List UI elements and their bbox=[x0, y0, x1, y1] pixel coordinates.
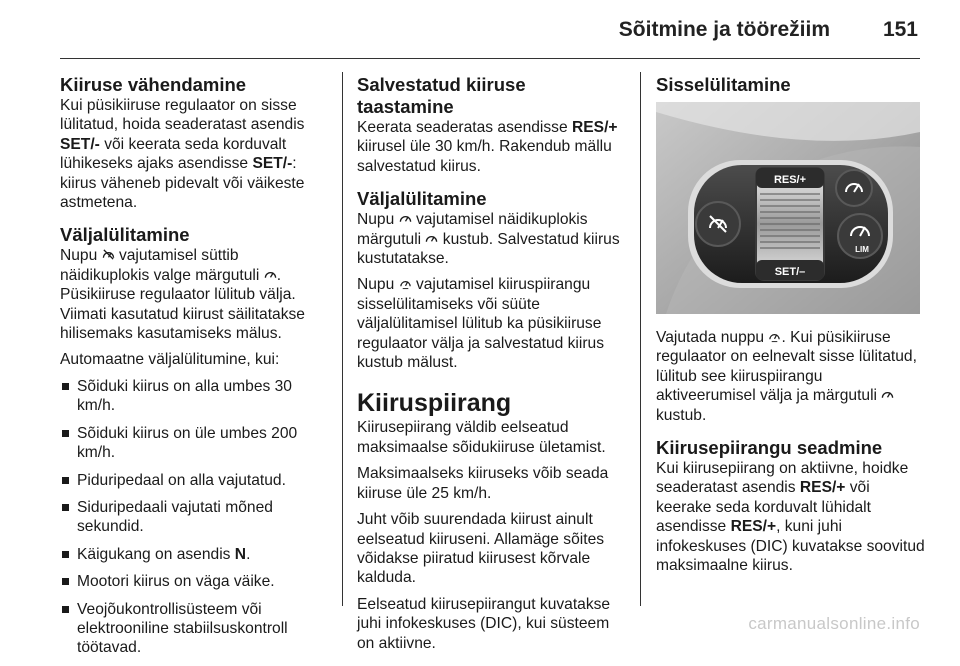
list-item: Veojõukontrollisüsteem või elektrooniline stabiilsuskontroll töötavad. bbox=[60, 600, 328, 658]
paragraph-activation: Vajutada nuppu . Kui püsikiiruse regulaator on eelnevalt sisse lülitatud, lülitub see kiiruspiirangu aktiveerumisel välja ja märgutuli kustub. bbox=[656, 329, 917, 424]
heading-deactivation: Väljalülitamine bbox=[60, 224, 190, 246]
cruise-cancel-icon bbox=[102, 248, 115, 261]
heading-activation: Sisselülitamine bbox=[656, 74, 791, 95]
paragraph-limiter-4: Eelseatud kiirusepiirangut kuvatakse juhi infokeskuses (DIC), kui süsteem on aktiivne. bbox=[357, 595, 611, 652]
paragraph-limiter-2: Maksimaalseks kiiruseks võib seada kiiruse üle 25 km/h. bbox=[357, 465, 609, 502]
steering-wheel-controls-figure bbox=[656, 102, 920, 314]
heading-speed-decrease: Kiiruse vähendamine bbox=[60, 74, 247, 95]
page-header bbox=[60, 0, 920, 59]
cruise-control-icon bbox=[881, 388, 894, 401]
heading-deactivation: Väljalülitamine bbox=[357, 188, 487, 210]
column-middle bbox=[357, 74, 625, 653]
column-divider bbox=[640, 72, 641, 606]
heading-speed-limiter: Kiiruspiirang bbox=[357, 389, 512, 418]
paragraph-speed-decrease: Kui püsikiiruse regulaator on sisse lülitatud, hoida seaderatast asendis SET/- või keerata seda korduvalt lühikeseks ajaks asendisse SET/-: kiirus väheneb pidevalt või väikeste astmetena. bbox=[60, 97, 305, 212]
column-left bbox=[60, 74, 328, 666]
heading-resume-speed: Salvestatud kiiruse taastamine bbox=[357, 74, 526, 117]
page-number: 151 bbox=[882, 18, 918, 41]
list-item: Käigukang on asendis N. bbox=[60, 545, 328, 564]
paragraph-deactivation-2: Nupu vajutamisel kiiruspiirangu sisselülitamiseks või süüte väljalülitamisel lülitub ka püsikiiruse regulaator välja ja salvestatud kiirus kustub mälust. bbox=[357, 276, 605, 372]
heading-limiter-setting: Kiirusepiirangu seadmine bbox=[656, 437, 883, 459]
cruise-control-icon bbox=[264, 268, 277, 281]
paragraph-limiter-3: Juht võib suurendada kiirust ainult eelseatud kiiruseni. Allamäge sõites võidakse piiratud kiirusest kõrvale kalduda. bbox=[357, 511, 605, 587]
paragraph-deactivation-1: Nupu vajutamisel näidikuplokis märgutuli kustub. Salvestatud kiirus kustutatakse. bbox=[357, 211, 620, 268]
figure-label-res: RES/+ bbox=[773, 174, 807, 186]
page-title: Sõitmine ja töörežiim bbox=[618, 18, 830, 41]
paragraph-limiter-setting: Kui kiirusepiirang on aktiivne, hoidke seaderatast asendis RES/+ või keerake seda korduvalt lühidalt asendisse RES/+, kuni juhi infokeskuses (DIC) kuvatakse soovitud maksimaalne kiirus. bbox=[656, 460, 925, 575]
paragraph-resume-speed: Keerata seaderatas asendisse RES/+ kiirusel üle 30 km/h. Rakendub mällu salvestatud kiirus. bbox=[357, 119, 618, 175]
paragraph-auto-deactivation: Automaatne väljalülitumine, kui: bbox=[60, 351, 280, 369]
figure-label-set: SET/– bbox=[774, 266, 806, 278]
column-right bbox=[656, 74, 926, 575]
paragraph-limiter-1: Kiirusepiirang väldib eelseatud maksimaalse sõidukiiruse ületamist. bbox=[357, 419, 606, 456]
list-item: Piduripedaal on alla vajutatud. bbox=[60, 471, 328, 490]
speed-limiter-icon bbox=[399, 277, 412, 290]
cruise-control-icon bbox=[399, 212, 412, 225]
paragraph-deactivation: Nupu vajutamisel süttib näidikuplokis valge märgutuli . bbox=[60, 247, 282, 284]
paragraph-deactivation-memory: Püsikiiruse regulaator lülitub välja. Viimati kasutatud kiirust säilitatakse hilisemaks kasutamiseks mälus. bbox=[60, 286, 305, 343]
figure-label-lim: LIM bbox=[855, 245, 869, 254]
watermark: carmanualsonline.info bbox=[748, 614, 920, 633]
cruise-control-icon bbox=[425, 232, 438, 245]
list-item: Mootori kiirus on väga väike. bbox=[60, 572, 328, 591]
list-item: Sõiduki kiirus on alla umbes 30 km/h. bbox=[60, 377, 328, 416]
list-item: Sõiduki kiirus on üle umbes 200 km/h. bbox=[60, 424, 328, 463]
auto-deactivation-list bbox=[60, 377, 328, 658]
column-divider bbox=[342, 72, 343, 606]
speed-limiter-icon bbox=[768, 330, 781, 343]
list-item: Siduripedaali vajutati mõned sekundid. bbox=[60, 498, 328, 537]
